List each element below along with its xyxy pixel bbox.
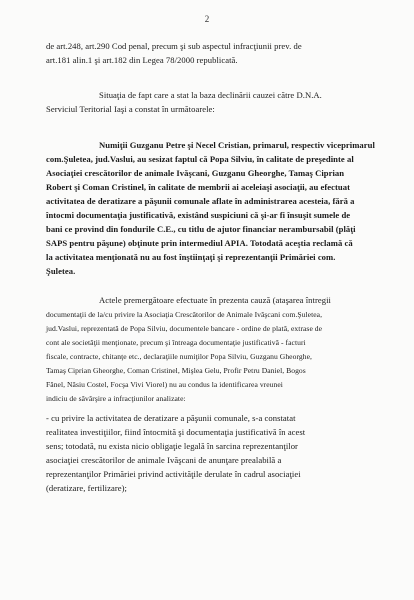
document-line: Numiţii Guzganu Petre şi Necel Cristian, primarul, respectiv viceprimarul (99, 140, 375, 150)
document-line: Serviciul Teritorial Iaşi a constat în următoarele: (46, 104, 215, 114)
document-line: de art.248, art.290 Cod penal, precum şi sub aspectul infracţiunii prev. de (46, 41, 302, 51)
document-line: bani ce provind din fondurile C.E., cu titlu de ajutor financiar nerambursabil (plăţi (46, 224, 356, 234)
document-line: cont ale societăţii menţionate, precum şi întreaga documentaţie justificativă - facturi (46, 338, 306, 347)
document-line: com.Şuletea, jud.Vaslui, au sesizat faptul că Popa Silviu, în calitate de preşedinte al (46, 154, 354, 164)
document-line: asociaţiei crescătorilor de animale Ivăşcani de anunţare prealabilă a (46, 455, 282, 465)
document-line: întocmi documentaţia justificativă, existând suspiciuni că şi-ar fi însuşit sumele de (46, 210, 351, 220)
page-number: 2 (204, 14, 210, 24)
document-line: Fănel, Năsiu Costel, Focşa Vivi Viorel) nu au condus la identificarea vreunei (46, 380, 283, 389)
document-line: activitatea de deratizare a păşunii comunale aflate în administrarea acesteia, fără a (46, 196, 355, 206)
document-line: realitatea investiţiilor, fiind întocmită şi documentaţia justificativă în acest (46, 427, 306, 437)
document-line: Şuletea. (46, 266, 76, 276)
document-line: la activitatea menţionată nu au fost înştiinţaţi şi reprezentanţii Primăriei com. (46, 252, 336, 262)
document-line: reprezentanţilor Primăriei privind activităţile derulate în cadrul asociaţiei (46, 469, 301, 479)
document-line: fiscale, contracte, chitanţe etc., declaraţiile numiţilor Popa Silviu, Guzganu Gheorghe, (46, 352, 312, 361)
document-line: Situaţia de fapt care a stat la baza declinării cauzei către D.N.A. (99, 90, 322, 100)
document-line: art.181 alin.1 şi art.182 din Legea 78/2000 republicată. (46, 55, 238, 65)
document-line: (deratizare, fertilizare); (46, 483, 127, 493)
document-line: SAPS pentru păşune) obţinute prin intermediul APIA. Totodată aceştia reclamă că (46, 238, 353, 248)
document-line: Actele premergătoare efectuate în prezenta cauză (ataşarea întregii (99, 295, 331, 305)
document-line: Robert şi Coman Cristinel, în calitate de membrii ai aceleiaşi asociaţii, au efectuat (46, 182, 351, 192)
document-line: sens; totodată, nu exista nicio obligaţie legală în sarcina reprezentanţilor (46, 441, 298, 451)
document-line: indiciu de săvârşire a infracţiunilor analizate: (46, 394, 186, 403)
document-line: - cu privire la activitatea de deratizare a păşunii comunale, s-a constatat (46, 413, 296, 423)
document-line: jud.Vaslui, reprezentată de Popa Silviu, documentele bancare - ordine de plată, extrase de (46, 324, 323, 333)
document-line: Tamaş Ciprian Gheorghe, Coman Cristinel, Mişlea Gelu, Profir Petru Daniel, Bogos (46, 366, 306, 375)
document-line: documentaţii de la/cu privire la Asociaţia Crescătorilor de Animale Ivăşcani com.Şuletea, (46, 310, 323, 319)
document-line: Asociaţiei crescătorilor de animale Ivăşcani, Guzganu Gheorghe, Tamaş Ciprian (46, 168, 345, 178)
